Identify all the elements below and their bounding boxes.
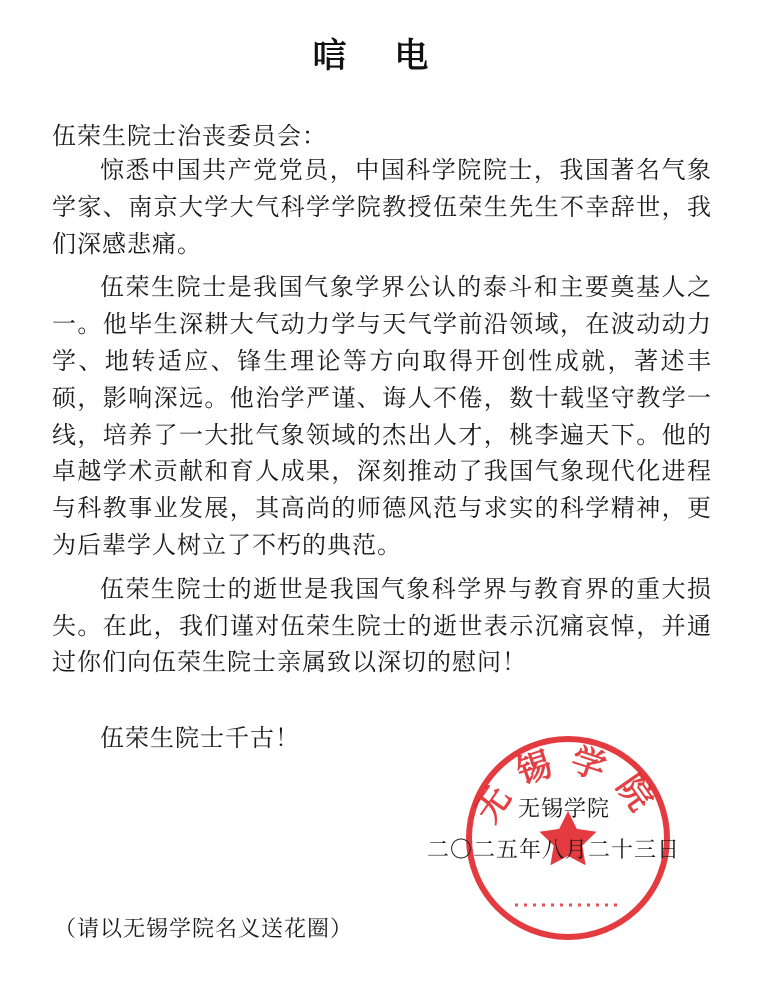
date: 二〇二五年八月二十三日 — [427, 838, 681, 863]
svg-text:无锡学院: 无锡学院 — [467, 739, 669, 830]
farewell-line: 伍荣生院士千古！ — [100, 724, 300, 752]
letter-body — [52, 152, 712, 688]
sender-name: 无锡学院 — [518, 797, 611, 822]
footnote: （请以无锡学院名义送花圈） — [54, 917, 354, 942]
salutation: 伍荣生院士治丧委员会： — [52, 122, 327, 150]
paragraph: 惊悉中国共产党党员，中国科学院院士，我国著名气象学家、南京大学大气科学学院教授伍荣生先生不幸辞世，我们深感悲痛。 — [52, 156, 712, 258]
page-title: 唁 电 — [312, 36, 447, 76]
paragraph: 伍荣生院士的逝世是我国气象科学界与教育界的重大损失。在此，我们谨对伍荣生院士的逝世表示沉痛哀悼，并通过你们向伍荣生院士亲属致以深切的慰问！ — [52, 574, 712, 677]
paragraph: 伍荣生院士是我国气象学界公认的泰斗和主要奠基人之一。他毕生深耕大气动力学与天气学前沿领域，在波动动力学、地转适应、锋生理论等方向取得开创性成就，著述丰硕，影响深远。他治学严谨、诲人不倦，数十载坚守教学一线，培养了一大批气象领域的杰出人才，桃李遍天下。他的卓越学术贡献和育人成果，深刻推动了我国气象现代化进程与科教事业发展，其高尚的师德风范与求实的科学精神，更为后辈学人树立了不朽的典范。 — [52, 273, 712, 559]
